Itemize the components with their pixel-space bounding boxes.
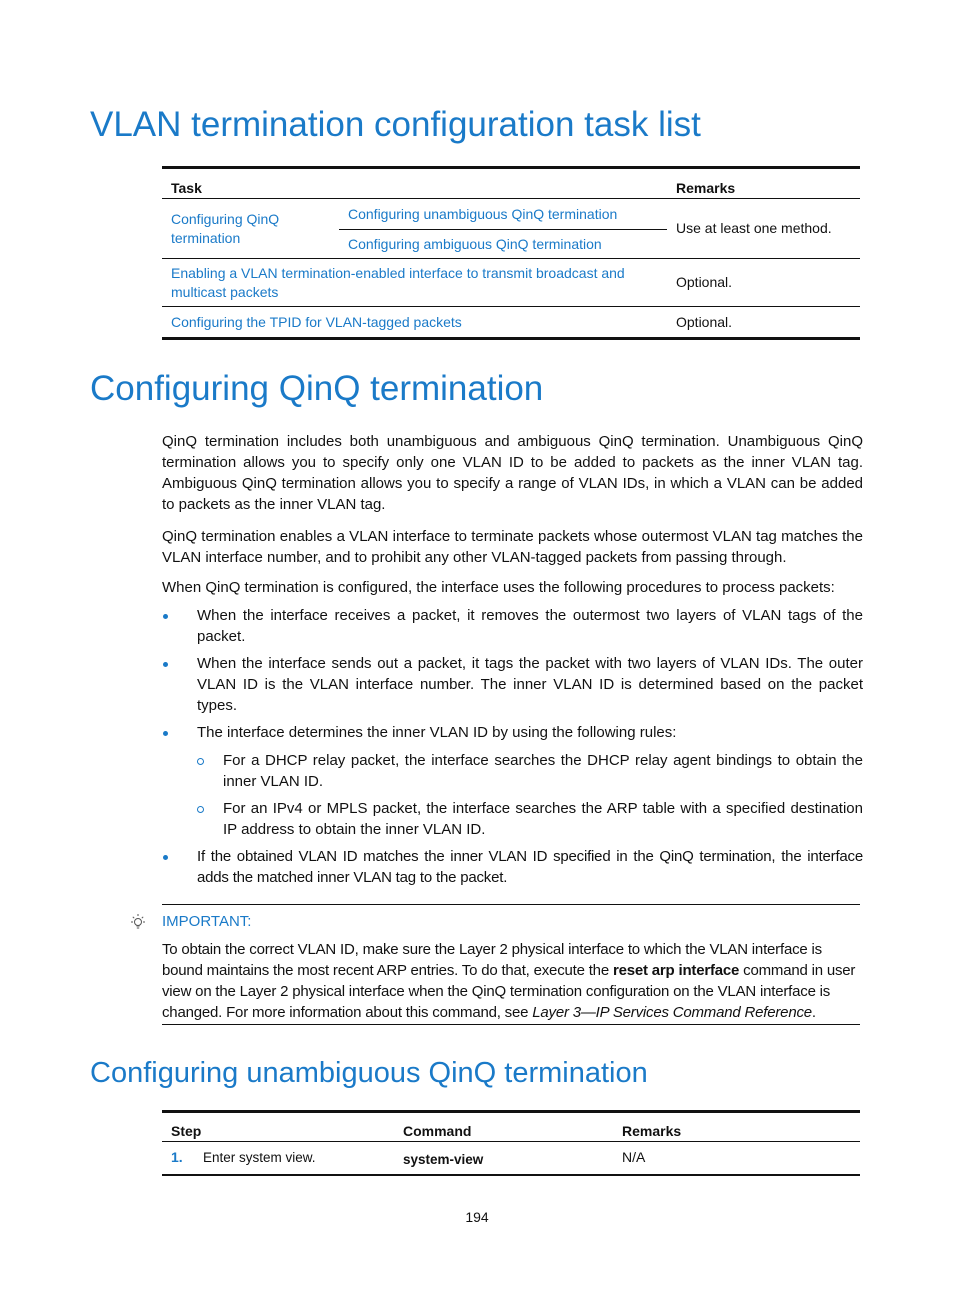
remarks-header: Remarks [667, 168, 860, 199]
subtask-cell [339, 199, 667, 230]
remarks-cell: Use at least one method. [667, 199, 860, 259]
step-table [162, 1110, 860, 1176]
subtask-cell [339, 230, 667, 259]
task-header: Task [162, 168, 667, 199]
reference-text: Layer 3—IP Services Command Reference [532, 1004, 812, 1021]
command-header: Command [394, 1112, 613, 1142]
bullet-icon [163, 662, 168, 667]
note-text: To obtain the correct VLAN ID, make sure the Layer 2 physical interface to which the VLAN interface is bound maintains the most recent ARP entries. To do that, execute the reset arp interface command in user view on the Layer 2 physical interface when the QinQ termination configuration on the VLAN interface is changed. For more information about this command, see Layer 3—IP Services Command Reference. [162, 941, 856, 1021]
list-item: The interface determines the inner VLAN ID by using the following rules: [162, 722, 863, 743]
list-item: When the interface receives a packet, it removes the outermost two layers of VLAN tags of the packet. [162, 605, 863, 647]
lightbulb-icon [128, 913, 148, 933]
task-link-qinq-termination[interactable]: Configuring QinQ termination [171, 210, 280, 246]
list-item: When the interface sends out a packet, it tags the packet with two layers of VLAN IDs. The outer VLAN ID is the VLAN interface number. The inner VLAN ID is determined based on the packet types. [162, 653, 863, 716]
sub-list-item: For an IPv4 or MPLS packet, the interface searches the ARP table with a specified destination IP address to obtain the inner VLAN ID. [162, 798, 863, 840]
task-cell [162, 307, 667, 339]
bullet-icon [163, 614, 168, 619]
paragraph: QinQ termination includes both unambiguous and ambiguous QinQ termination. Unambiguous QinQ termination allows you to specify only one VLAN ID to be added to packets as the inner VLAN tag. Ambiguous QinQ termination allows you to specify a range of VLAN IDs, in which a VLAN can be added to packets as the inner VLAN tag. [162, 433, 863, 513]
circle-bullet-icon [197, 758, 204, 765]
paragraph: QinQ termination enables a VLAN interface to terminate packets whose outermost VLAN tag matches the VLAN interface number, and to prohibit any other VLAN-tagged packets from passing through. [162, 528, 863, 566]
remarks-cell: N/A [622, 1149, 646, 1165]
task-cell [162, 259, 667, 307]
remarks-cell: Optional. [676, 313, 733, 330]
section-title: Configuring QinQ termination [90, 369, 544, 408]
task-group-cell [162, 199, 339, 259]
command-text: reset arp interface [612, 962, 740, 979]
task-link-ambiguous[interactable]: Configuring ambiguous QinQ termination [348, 235, 602, 252]
section-title: VLAN termination configuration task list [90, 105, 701, 144]
command-cell: system-view [403, 1151, 484, 1167]
task-link-tpid[interactable]: Configuring the TPID for VLAN-tagged packets [171, 313, 462, 330]
note-label: IMPORTANT: [162, 913, 252, 930]
step-number: 1. [171, 1149, 183, 1165]
bullet-list [162, 605, 863, 888]
remarks-header: Remarks [613, 1112, 860, 1142]
page-number: 194 [465, 1209, 489, 1225]
task-link-unambiguous[interactable]: Configuring unambiguous QinQ termination [348, 205, 618, 222]
task-link-broadcast-multicast[interactable]: Enabling a VLAN termination-enabled interface to transmit broadcast and multicast packets [171, 264, 625, 300]
table-row [162, 1142, 860, 1176]
bullet-icon [163, 855, 168, 860]
circle-bullet-icon [197, 806, 204, 813]
bullet-icon [163, 731, 168, 736]
paragraph: When QinQ termination is configured, the interface uses the following procedures to process packets: [162, 579, 835, 596]
step-header: Step [162, 1112, 394, 1142]
step-text: Enter system view. [203, 1150, 316, 1165]
sub-list-item: For a DHCP relay packet, the interface searches the DHCP relay agent bindings to obtain the inner VLAN ID. [162, 750, 863, 792]
subsection-title: Configuring unambiguous QinQ termination [90, 1057, 648, 1089]
remarks-cell: Optional. [667, 259, 860, 307]
step-cell [162, 1142, 394, 1176]
task-list-table [162, 166, 860, 340]
list-item: If the obtained VLAN ID matches the inner VLAN ID specified in the QinQ termination, the interface adds the matched inner VLAN tag to the packet. [162, 846, 863, 888]
important-note [162, 904, 860, 1025]
